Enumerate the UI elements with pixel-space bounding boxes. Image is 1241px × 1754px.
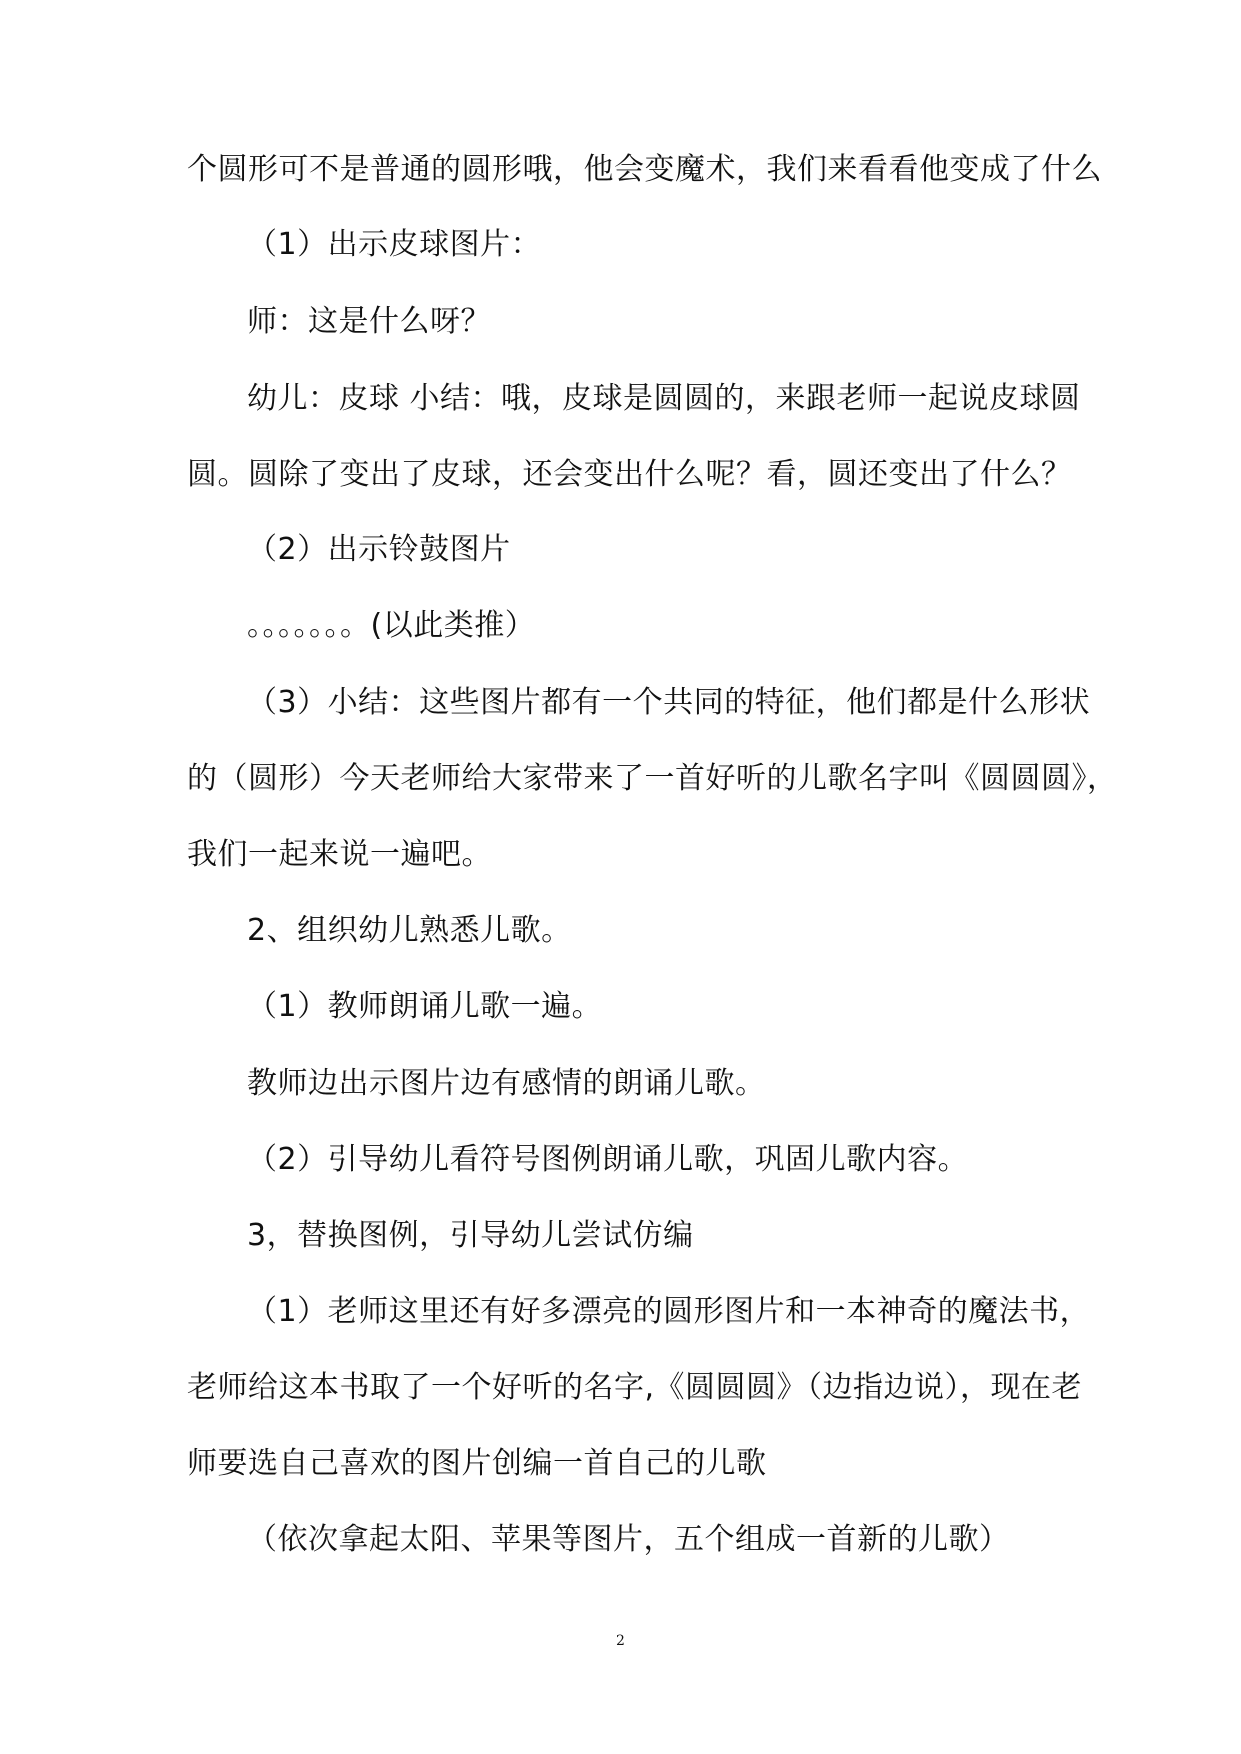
text-line: 圆。圆除了变出了皮球，还会变出什么呢？看，圆还变出了什么？ (187, 457, 1072, 492)
text-line: 个圆形可不是普通的圆形哦，他会变魔术，我们来看看他变成了什么 (187, 152, 1102, 187)
page-number: 2 (616, 1633, 625, 1649)
text-line: 2、组织幼儿熟悉儿歌。 (247, 913, 572, 948)
text-line: 幼儿：皮球 小结：哦，皮球是圆圆的，来跟老师一起说皮球圆 (247, 381, 1081, 416)
text-line: 。。。。。。。(以此类推） (247, 608, 536, 643)
text-line: （依次拿起太阳、苹果等图片，五个组成一首新的儿歌） (247, 1522, 1010, 1557)
text-line: 师：这是什么呀？ (247, 304, 491, 339)
text-line: （2）出示铃鼓图片 (247, 532, 511, 567)
text-line: （2）引导幼儿看符号图例朗诵儿歌，巩固儿歌内容。 (247, 1142, 969, 1177)
text-line: 3，替换图例，引导幼儿尝试仿编 (247, 1218, 694, 1253)
text-line: （1）出示皮球图片： (247, 227, 542, 262)
text-line: （1）老师这里还有好多漂亮的圆形图片和一本神奇的魔法书， (247, 1294, 1091, 1329)
text-line: 的（圆形）今天老师给大家带来了一首好听的儿歌名字叫《圆圆圆》， (187, 761, 1118, 796)
text-line: 教师边出示图片边有感情的朗诵儿歌。 (247, 1066, 766, 1101)
text-line: （1）教师朗诵儿歌一遍。 (247, 989, 603, 1024)
text-line: 我们一起来说一遍吧。 (187, 837, 492, 872)
text-line: 老师给这本书取了一个好听的名字,《圆圆圆》（边指边说），现在老 (187, 1370, 1083, 1405)
text-line: 师要选自己喜欢的图片创编一首自己的儿歌 (187, 1446, 767, 1481)
text-line: （3）小结：这些图片都有一个共同的特征，他们都是什么形状 (247, 685, 1091, 720)
